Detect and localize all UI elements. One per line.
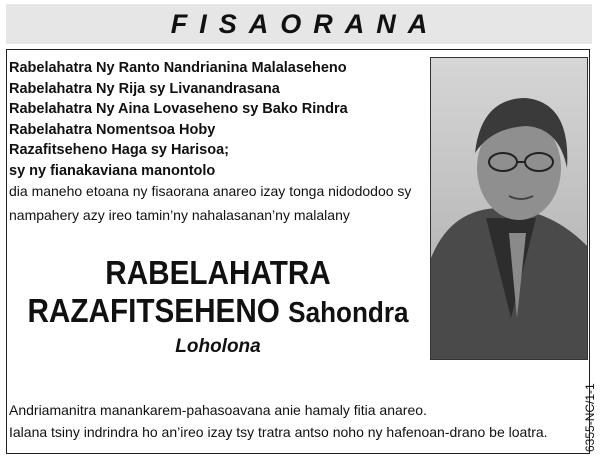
- family-name-line: Rabelahatra Ny Rija sy Livanandrasana: [9, 80, 280, 97]
- header-banner: [6, 4, 592, 44]
- deceased-fullname: [27, 292, 409, 332]
- deceased-family-name: RAZAFITSEHENO: [27, 292, 280, 329]
- family-name-line: Rabelahatra Ny Ranto Nandrianina Malalaseheno: [9, 60, 347, 76]
- thanks-line: nampahery azy ireo tamin’ny nahalasanan’ny malalany: [9, 207, 350, 223]
- family-name-line: sy ny fianakaviana manontolo: [9, 162, 216, 179]
- deceased-surname: RABELAHATRA: [105, 254, 331, 291]
- closing-line: Ialana tsiny indrindra ho an’ireo izay tsy tratra antso noho ny hafenoan-drano be loatra.: [9, 424, 548, 440]
- thanks-phrase: [9, 179, 429, 227]
- family-name-line: Razafitseheno Haga sy Harisoa;: [9, 142, 229, 158]
- page-title: FISAORANA: [170, 8, 440, 39]
- reference-code: 6355-NC/1-1: [583, 383, 597, 452]
- thanks-line: dia maneho etoana ny fisaorana anareo izay tonga nidododoo sy: [9, 183, 412, 199]
- deceased-given-name: Sahondra: [288, 297, 409, 329]
- portrait-photo: [430, 57, 588, 360]
- closing-line: Andriamanitra manankarem-pahasoavana anie hamaly fitia anareo.: [9, 402, 427, 418]
- deceased-relation: Loholona: [175, 336, 261, 357]
- deceased-block: [6, 254, 430, 358]
- family-name-line: Rabelahatra Nomentsoa Hoby: [9, 121, 216, 138]
- family-name-line: Rabelahatra Ny Aina Lovaseheno sy Bako Rindra: [9, 101, 348, 117]
- portrait-photo-icon: [431, 58, 588, 360]
- family-names-list: [9, 58, 429, 181]
- closing-message: [9, 399, 565, 443]
